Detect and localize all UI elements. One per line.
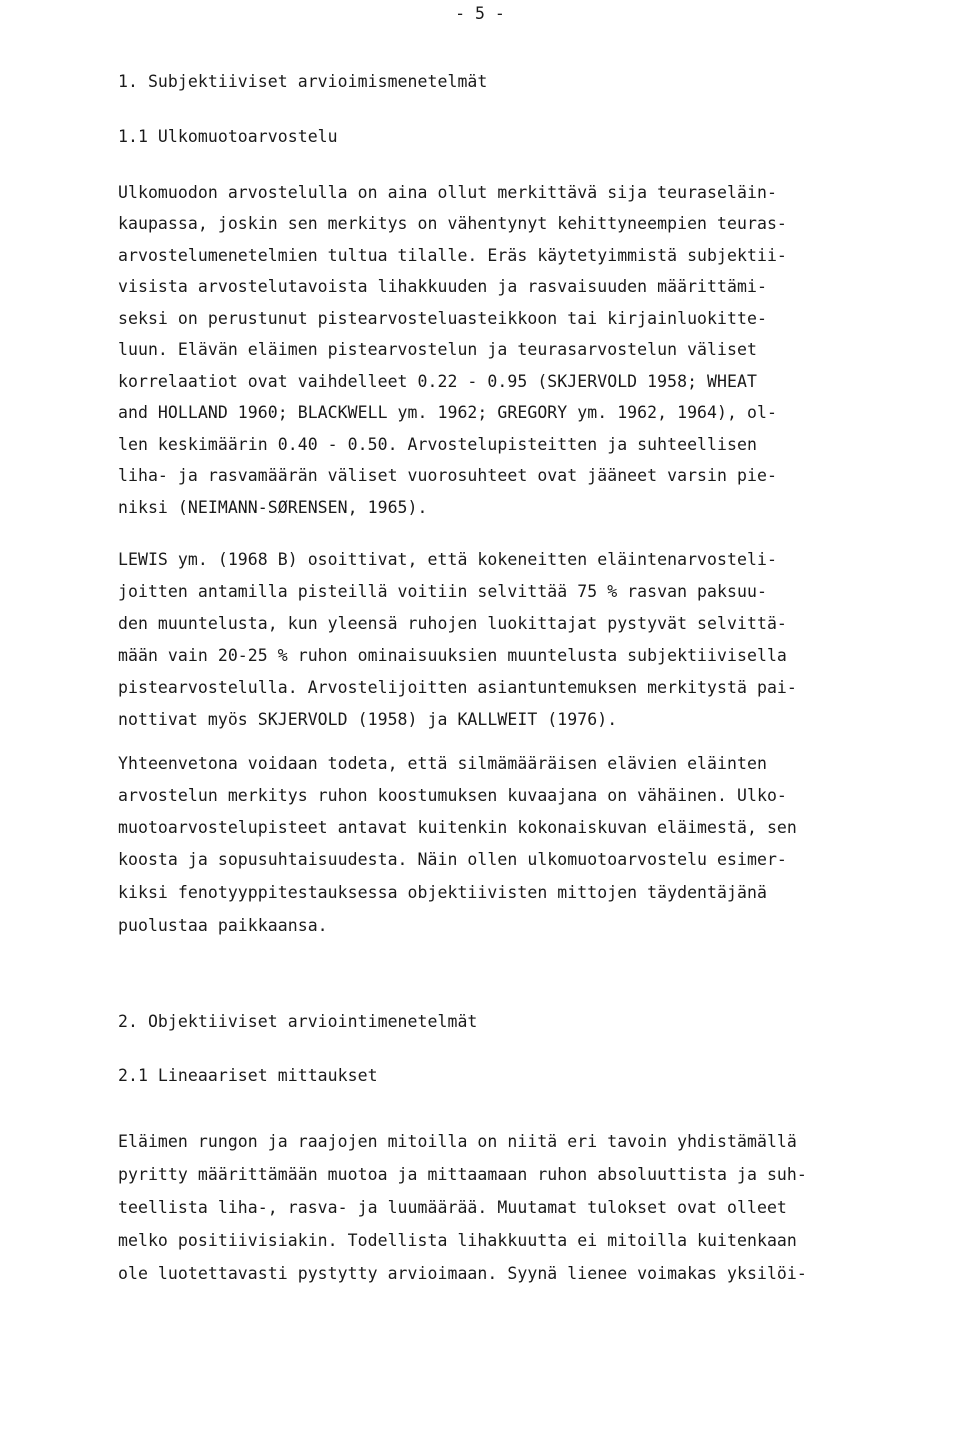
text-line: den muuntelusta, kun yleensä ruhojen luokittajat pystyvät selvittä- <box>118 614 787 633</box>
text-line: Ulkomuodon arvostelulla on aina ollut merkittävä sija teuraseläin- <box>118 183 777 202</box>
text-line: muotoarvostelupisteet antavat kuitenkin kokonaiskuvan eläimestä, sen <box>118 818 797 837</box>
text-line: and HOLLAND 1960; BLACKWELL ym. 1962; GREGORY ym. 1962, 1964), ol- <box>118 403 777 422</box>
text-line: visista arvostelutavoista lihakkuuden ja rasvaisuuden määrittämi- <box>118 277 767 296</box>
text-line: kiksi fenotyyppitestauksessa objektiivisten mittojen täydentäjänä <box>118 883 767 902</box>
section-heading-2: 2. Objektiiviset arviointimenetelmät <box>118 1012 478 1031</box>
text-line: arvostelumenetelmien tultua tilalle. Eräs käytetyimmistä subjektii- <box>118 246 787 265</box>
text-line: joitten antamilla pisteillä voitiin selvittää 75 % rasvan paksuu- <box>118 582 767 601</box>
text-line: liha- ja rasvamäärän väliset vuorosuhteet ovat jääneet varsin pie- <box>118 466 777 485</box>
text-line: korrelaatiot ovat vaihdelleet 0.22 - 0.95 (SKJERVOLD 1958; WHEAT <box>118 372 757 391</box>
text-line: seksi on perustunut pistearvosteluasteikkoon tai kirjainluokitte- <box>118 309 767 328</box>
text-line: niksi (NEIMANN-SØRENSEN, 1965). <box>118 498 428 517</box>
text-line: koosta ja sopusuhtaisuudesta. Näin ollen ulkomuotoarvostelu esimer- <box>118 850 787 869</box>
text-line: Eläimen rungon ja raajojen mitoilla on niitä eri tavoin yhdistämällä <box>118 1132 797 1151</box>
section-heading-1: 1. Subjektiiviset arvioimismenetelmät <box>118 72 488 91</box>
text-line: puolustaa paikkaansa. <box>118 916 328 935</box>
text-line: LEWIS ym. (1968 B) osoittivat, että kokeneitten eläintenarvosteli- <box>118 550 777 569</box>
subsection-heading-1-1: 1.1 Ulkomuotoarvostelu <box>118 127 338 146</box>
text-line: melko positiivisiakin. Todellista lihakkuutta ei mitoilla kuitenkaan <box>118 1231 797 1250</box>
text-line: nottivat myös SKJERVOLD (1958) ja KALLWEIT (1976). <box>118 710 618 729</box>
text-line: kaupassa, joskin sen merkitys on vähentynyt kehittyneempien teuras- <box>118 214 787 233</box>
text-line: teellista liha-, rasva- ja luumäärää. Muutamat tulokset ovat olleet <box>118 1198 787 1217</box>
text-line: arvostelun merkitys ruhon koostumuksen kuvaajana on vähäinen. Ulko- <box>118 786 787 805</box>
text-line: pyritty määrittämään muotoa ja mittaamaan ruhon absoluuttista ja suh- <box>118 1165 807 1184</box>
text-line: Yhteenvetona voidaan todeta, että silmämääräisen elävien eläinten <box>118 754 767 773</box>
page-number: - 5 - <box>455 4 505 23</box>
subsection-heading-2-1: 2.1 Lineaariset mittaukset <box>118 1066 378 1085</box>
text-line: len keskimäärin 0.40 - 0.50. Arvostelupisteitten ja suhteellisen <box>118 435 757 454</box>
text-line: mään vain 20-25 % ruhon ominaisuuksien muuntelusta subjektiivisella <box>118 646 787 665</box>
text-line: pistearvostelulla. Arvostelijoitten asiantuntemuksen merkitystä pai- <box>118 678 797 697</box>
text-line: luun. Elävän eläimen pistearvostelun ja teurasarvostelun väliset <box>118 340 757 359</box>
text-line: ole luotettavasti pystytty arvioimaan. Syynä lienee voimakas yksilöi- <box>118 1264 807 1283</box>
